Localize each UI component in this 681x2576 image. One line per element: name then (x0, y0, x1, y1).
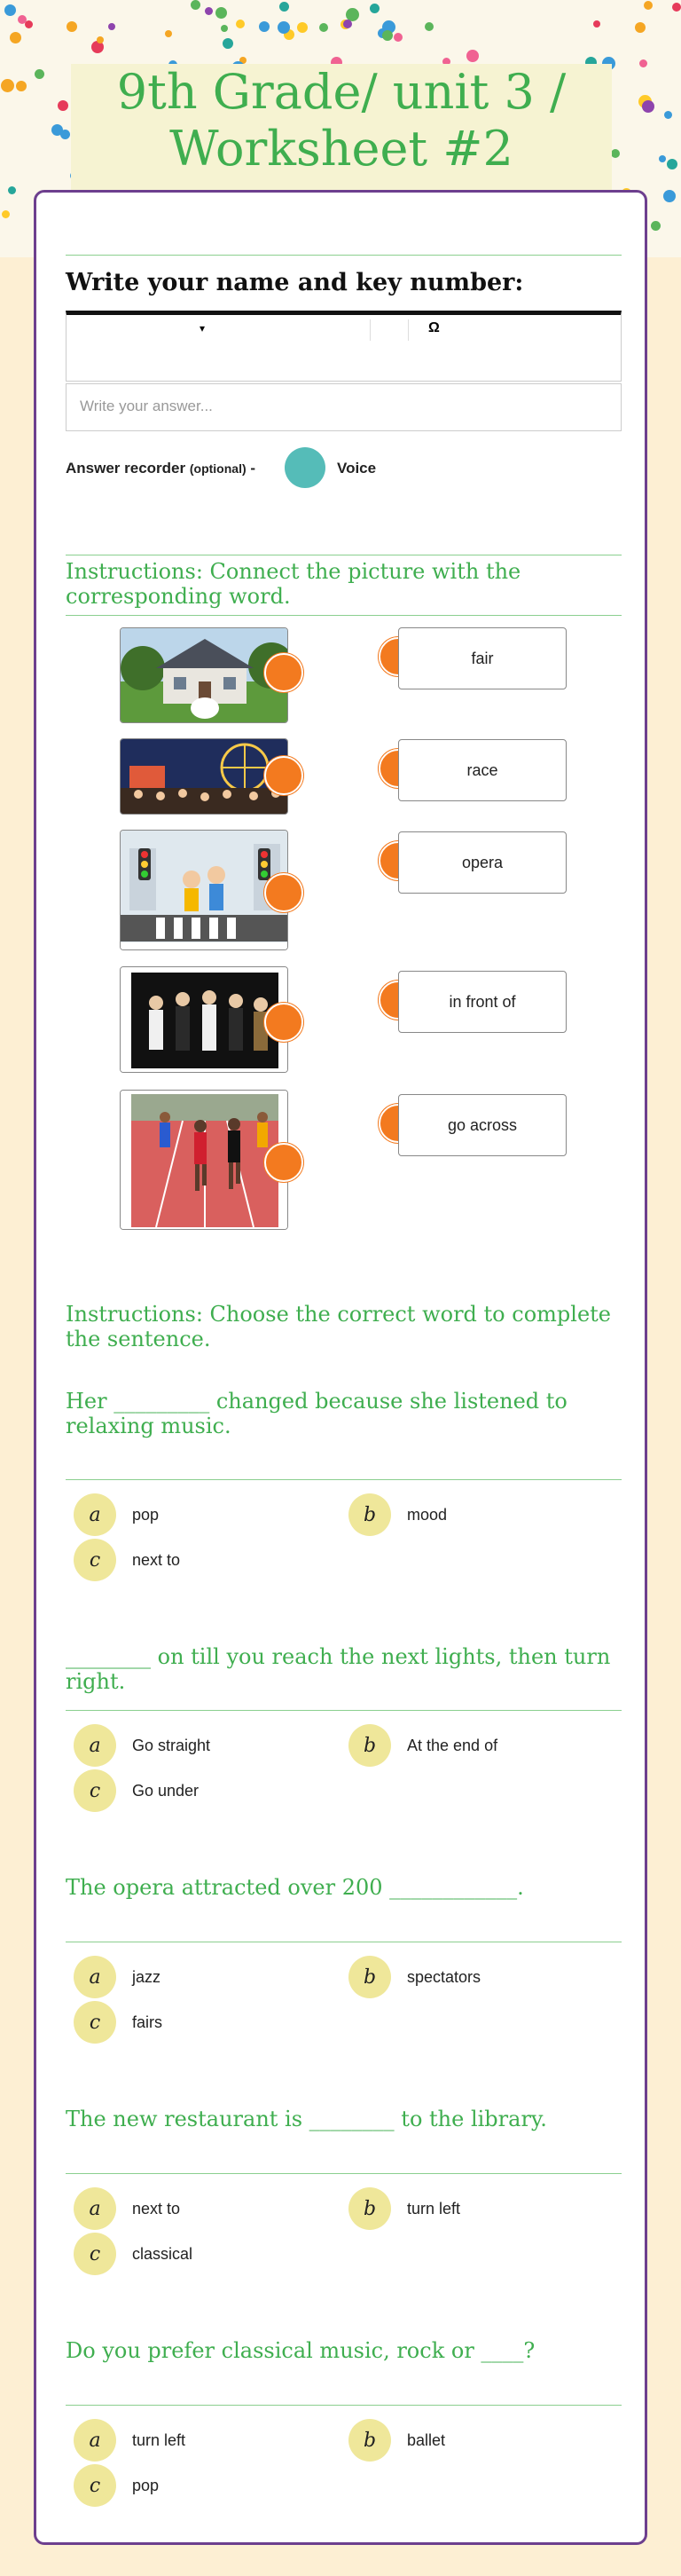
q3-option-c-badge[interactable]: c (74, 2001, 116, 2044)
q1-option-a[interactable]: pop (132, 1506, 160, 1524)
text-editor-toolbar (66, 311, 622, 382)
q4-option-c[interactable]: classical (132, 2245, 193, 2263)
q2-option-b-badge[interactable]: b (348, 1724, 391, 1767)
recorder-optional-text: (optional) (189, 461, 247, 476)
confetti-dot (466, 50, 479, 62)
confetti-dot (394, 33, 403, 42)
q3-option-a[interactable]: jazz (132, 1968, 161, 1986)
q5-option-c[interactable]: pop (132, 2477, 160, 2494)
confetti-dot (221, 25, 228, 32)
q3-option-a-badge[interactable]: a (74, 1956, 116, 1998)
q1-option-c-badge[interactable]: c (74, 1539, 116, 1581)
q3-option-c[interactable]: fairs (132, 2013, 163, 2031)
question-2-prompt: ________ on till you reach the next lights, then turn right. (66, 1644, 611, 1694)
crossing-icon (121, 831, 288, 950)
voice-record-button[interactable] (285, 447, 325, 488)
confetti-dot (10, 32, 21, 43)
confetti-dot (635, 22, 646, 33)
confetti-dot (1, 79, 14, 92)
confetti-dot (205, 7, 213, 15)
q3-option-b-badge[interactable]: b (348, 1956, 391, 1998)
confetti-dot (664, 111, 672, 119)
voice-label: Voice (337, 460, 377, 477)
confetti-dot (60, 130, 70, 139)
q5-option-b-badge[interactable]: b (348, 2419, 391, 2462)
confetti-dot (297, 22, 308, 33)
confetti-dot (663, 190, 676, 202)
confetti-dot (165, 30, 172, 37)
confetti-dot (319, 23, 328, 32)
divider (66, 1710, 622, 1711)
font-dropdown-icon[interactable]: ▾ (200, 322, 206, 335)
confetti-dot (382, 30, 393, 41)
match-word-1[interactable]: fair (398, 627, 567, 689)
confetti-dot (8, 186, 16, 194)
q5-option-a[interactable]: turn left (132, 2431, 186, 2449)
q2-option-c[interactable]: Go under (132, 1782, 200, 1800)
toolbar-separator (408, 319, 409, 341)
recorder-label-text: Answer recorder (66, 460, 186, 477)
match-word-5[interactable]: go across (398, 1094, 567, 1156)
q4-option-a-badge[interactable]: a (74, 2187, 116, 2230)
q4-option-a[interactable]: next to (132, 2200, 181, 2218)
matching-instructions: Instructions: Connect the picture with the corresponding word. (66, 559, 521, 609)
confetti-dot (18, 15, 27, 24)
toolbar-separator (370, 319, 371, 341)
race-icon (121, 1091, 288, 1230)
match-word-4[interactable]: in front of (398, 971, 567, 1033)
q2-option-a[interactable]: Go straight (132, 1737, 211, 1754)
match-word-3[interactable]: opera (398, 831, 567, 894)
match-connector-left-5[interactable] (264, 1143, 303, 1182)
confetti-dot (2, 210, 10, 218)
confetti-dot (278, 21, 290, 34)
divider (66, 1479, 622, 1480)
q2-option-c-badge[interactable]: c (74, 1769, 116, 1812)
answer-recorder-label (66, 460, 255, 477)
confetti-dot (35, 69, 44, 79)
q3-option-b[interactable]: spectators (407, 1968, 481, 1986)
q4-option-c-badge[interactable]: c (74, 2233, 116, 2275)
divider (66, 2405, 622, 2406)
answer-input[interactable]: Write your answer... (66, 383, 622, 431)
match-connector-left-3[interactable] (264, 873, 303, 912)
confetti-dot (108, 23, 115, 30)
house-icon (121, 628, 288, 723)
page-title: 9th Grade/ unit 3 / Worksheet #2 (116, 64, 567, 177)
confetti-dot (672, 3, 681, 12)
confetti-dot (593, 20, 600, 28)
confetti-dot (659, 155, 666, 162)
confetti-dot (97, 36, 104, 43)
confetti-dot (16, 81, 27, 91)
special-characters-icon[interactable]: Ω (428, 320, 440, 335)
mc-instructions: Instructions: Choose the correct word to complete the sentence. (66, 1302, 611, 1351)
q5-option-c-badge[interactable]: c (74, 2464, 116, 2507)
confetti-dot (58, 100, 68, 111)
q5-option-b[interactable]: ballet (407, 2431, 446, 2449)
recorder-dash: - (250, 460, 256, 477)
worksheet-card (34, 190, 647, 2545)
confetti-dot (259, 21, 270, 32)
match-picture-race (120, 1090, 288, 1230)
confetti-dot (370, 4, 380, 13)
fair-icon (121, 739, 288, 815)
question-1-prompt: Her _________ changed because she listened to relaxing music. (66, 1389, 568, 1438)
match-connector-left-1[interactable] (264, 653, 303, 692)
confetti-dot (651, 221, 661, 231)
confetti-dot (425, 22, 434, 31)
confetti-dot (279, 2, 289, 12)
match-word-2[interactable]: race (398, 739, 567, 801)
confetti-dot (642, 100, 654, 113)
divider (66, 2173, 622, 2174)
confetti-dot (236, 20, 245, 28)
confetti-dot (191, 0, 200, 10)
confetti-dot (343, 20, 352, 28)
match-picture-house (120, 627, 288, 723)
confetti-dot (611, 149, 620, 158)
q1-option-a-badge[interactable]: a (74, 1493, 116, 1536)
q2-option-a-badge[interactable]: a (74, 1724, 116, 1767)
match-connector-left-2[interactable] (264, 756, 303, 795)
confetti-dot (639, 59, 647, 67)
question-5-prompt: Do you prefer classical music, rock or ____? (66, 2338, 536, 2363)
q1-option-b-badge[interactable]: b (348, 1493, 391, 1536)
confetti-dot (223, 38, 233, 49)
q4-option-b-badge[interactable]: b (348, 2187, 391, 2230)
confetti-dot (644, 1, 653, 10)
question-3-prompt: The opera attracted over 200 ____________. (66, 1875, 524, 1900)
q1-option-b[interactable]: mood (407, 1506, 448, 1524)
name-question-heading: Write your name and key number: (66, 269, 524, 296)
confetti-dot (4, 4, 16, 16)
confetti-dot (67, 21, 77, 32)
q5-option-a-badge[interactable]: a (74, 2419, 116, 2462)
divider (66, 615, 622, 616)
confetti-dot (667, 159, 677, 169)
q2-option-b[interactable]: At the end of (407, 1737, 498, 1754)
q4-option-b[interactable]: turn left (407, 2200, 461, 2218)
divider (66, 255, 622, 256)
match-picture-fair (120, 738, 288, 815)
match-picture-opera (120, 966, 288, 1073)
match-picture-crossing (120, 830, 288, 950)
question-4-prompt: The new restaurant is ________ to the library. (66, 2107, 547, 2131)
confetti-dot (215, 7, 227, 19)
opera-icon (121, 967, 288, 1073)
match-connector-left-4[interactable] (264, 1003, 303, 1042)
q1-option-c[interactable]: next to (132, 1551, 181, 1569)
